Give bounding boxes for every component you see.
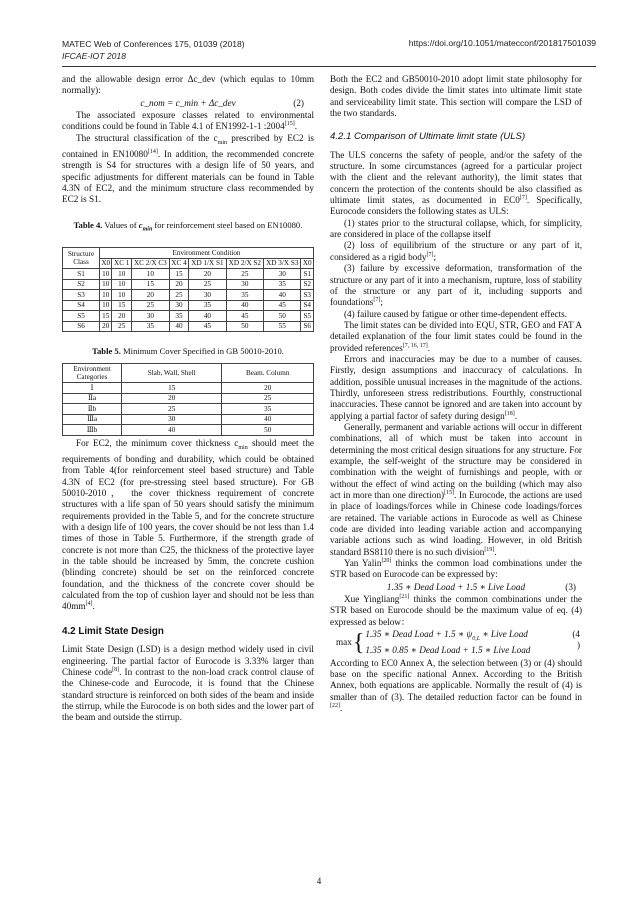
table-cell: S2 <box>63 279 100 290</box>
table-4-column-header: X0 <box>302 259 312 268</box>
header-rule <box>62 66 596 67</box>
paragraph-exposure-text: The associated exposure classes related to environmental conditions could be found in Table 4.1 of EN1992-1-1 :2004 <box>62 110 314 132</box>
paragraph-yan <box>330 558 582 581</box>
table-cell: S1 <box>301 269 314 280</box>
text-run: . Specifically, Eurocode considers the following states as ULS: <box>330 195 582 217</box>
equation-4-max: max <box>336 637 352 648</box>
text-run: (2) loss of equilibrium of the structure or any part of it, considered as a rigid body <box>330 240 582 262</box>
paragraph-limit-states <box>330 320 582 354</box>
table-cell: 30 <box>169 300 188 311</box>
table-cell: 25 <box>112 321 131 332</box>
table-5-column-header: Beam. Column <box>222 364 314 383</box>
page-number: 4 <box>316 876 322 886</box>
table-4-column-header: XD 3/X S3 <box>264 258 301 269</box>
paragraph-xue <box>330 594 582 628</box>
equation-4-cases <box>365 629 530 657</box>
equation-2 <box>62 98 314 109</box>
section-heading-4-2-1: 4.2.1 Comparison of Ultimate limit state (ULS) <box>330 131 526 143</box>
text-run: . In contrast to the non-load crack control clause of the Chinese-code and Eurocode, it is found that the Chinese standard structure is reinforced on both sides of the beam and inside the stirrup, while the Eurocode is on both sides and the lower part of the beam and outside the stirrup. <box>62 666 314 723</box>
table-cell: 30 <box>189 290 226 301</box>
equation-3 <box>330 582 582 593</box>
table-cell: 45 <box>264 300 301 311</box>
table-cell: 40 <box>122 425 222 436</box>
table-cell: 10 <box>131 269 169 280</box>
table-cell: 10 <box>100 290 112 301</box>
table-cell: S6 <box>63 321 100 332</box>
table-row <box>63 414 314 425</box>
table-4-column-header: XC 2/X C3 <box>131 258 169 269</box>
table-cell: 50 <box>264 311 301 322</box>
table-row <box>63 279 314 290</box>
list-item-2 <box>330 240 582 263</box>
paragraph-errors <box>330 354 582 422</box>
table-cell: 20 <box>100 321 112 332</box>
text-run: Generally, permanent and variable actions will occur in different combinations, all of which must be taken into account in determining the most critical design situations for any structure. For example, the self-weight of the structure may be considered in combination with the weight of furnishings and people, with or without the effect of wind acting on the building (which may also act in more than one direction) <box>330 421 582 501</box>
table-cell: 35 <box>189 300 226 311</box>
citation[interactable]: [22] <box>330 702 340 709</box>
table-cell: 20 <box>169 279 188 290</box>
table-cell: 40 <box>264 290 301 301</box>
table-cell: 30 <box>131 311 169 322</box>
table-cell: 25 <box>189 279 226 290</box>
table-cell: 15 <box>169 269 188 280</box>
table-cell: 20 <box>222 383 314 394</box>
text-run: thinks the common combinations under the STR based on Eurocode should be the maximum value of eq. (4) expressed as below： <box>330 594 582 627</box>
paragraph-ec2-cover: For EC2, the minimum cover thickness $c_{min}$ should meet the requirements of bonding and durability, which could be obtained from Table 4(for reinforcement steel based structure) and Table 4.3N of EC2 (for pre-stressing steel based structure). For GB 50010-2010， the cover thickness requirement of concrete structures with a life span of 50 years should satisfy the minimum requirements provided in the Table 5, and for the concrete structure with a design life of 100 years, the cover should be not less than 1.4 times of those in Table 5. Furthermore, if the strength grade of concrete is not more than C25, the thickness of the protective layer in the table should be increased by 5mm, the concrete cushion (blinding concrete) should be set on the reinforced concrete foundation, and the thickness of the concrete cover should be calculated from the top of cushion layer and should not be less than 40mm[4]. <box>62 437 314 612</box>
table-cell: 10 <box>100 269 112 280</box>
text-run: . <box>427 342 430 353</box>
subscript: min <box>142 226 153 233</box>
table-cell: Ⅲa <box>63 414 122 425</box>
table-row <box>63 269 314 280</box>
citation[interactable]: [7, 16, 17] <box>402 342 428 349</box>
list-item-4: (4) failure caused by fatigue or other time-dependent effects. <box>344 308 568 319</box>
paragraph-exposure: The associated exposure classes related to environmental conditions could be found in Table 4.1 of EN1992-1-1 :2004[15]. <box>62 110 314 132</box>
table-row <box>63 290 314 301</box>
table-cell: 40 <box>226 300 263 311</box>
table-5 <box>62 363 314 436</box>
text-run: The structural classification of the c <box>76 132 218 143</box>
table-cell: 55 <box>264 321 301 332</box>
equation-3-body: 1.35 ∗ Dead Load + 1.5 ∗ Live Load <box>386 581 526 592</box>
table-cell: Ⅱa <box>63 393 122 404</box>
citation[interactable]: [20] <box>381 558 392 565</box>
text-run: Limit State Design (LSD) is a design method widely used in civil engineering. The partial factor of Eurocode is 3.33% larger than Chinese code <box>62 644 314 677</box>
table-cell: 25 <box>131 300 169 311</box>
text-run: Values of <box>102 219 139 230</box>
table-4-row-header: Structure Class <box>63 248 100 269</box>
text-run: . <box>514 410 518 421</box>
table-cell: S2 <box>301 279 314 290</box>
paragraph-generally <box>330 422 582 558</box>
text-run: According to EC0 Annex A, the selection between (3) or (4) should base on the specific national Annex. According to the British Annex, both equations are applicable. Normally the result of (4) is smaller than of (3). The detailed reduction factor can be found in <box>330 657 582 702</box>
table-cell: 35 <box>169 311 188 322</box>
citation[interactable]: [15] <box>444 489 455 496</box>
equation-4-case-1 <box>365 629 530 645</box>
math-symbol: c <box>138 219 143 230</box>
table-row <box>63 300 314 311</box>
table-row <box>63 311 314 322</box>
citation[interactable]: [7] <box>519 195 527 202</box>
table-cell: S4 <box>301 300 314 311</box>
equation-2-number: (2) <box>293 97 304 108</box>
citation[interactable]: [19] <box>484 546 495 553</box>
paragraph-both-codes: Both the EC2 and GB50010-2010 adopt limit state philosophy for design. Both codes divide the limit states into ultimate limit state and serviceability limit state. This section will compare the LSD of the two standards. <box>330 74 582 119</box>
text-run: . <box>340 703 343 714</box>
table-cell: Ⅱb <box>63 404 122 415</box>
text-run: ∗ Live Load <box>480 629 528 640</box>
text-run: thinks the common load combinations under the STR based on Eurocode can be expressed by: <box>330 558 582 580</box>
table-cell: 35 <box>131 321 169 332</box>
paragraph-uls <box>330 150 582 218</box>
table-cell: 20 <box>112 311 131 322</box>
table-cell: Ⅰ <box>63 383 122 394</box>
table-cell: 35 <box>222 404 314 415</box>
subscript: min <box>238 444 248 451</box>
table-4-group-header: Environment Condition <box>100 248 314 259</box>
citation[interactable]: [18] <box>504 410 515 417</box>
table-4-column-header: XC 1 <box>112 258 131 269</box>
citation[interactable]: [8] <box>112 666 120 673</box>
text-run: For EC2, the minimum cover thickness c <box>76 437 239 448</box>
list-item-1: (1) states prior to the structural collapse, which, for simplicity, are considered in place of the collapse itself <box>330 217 582 240</box>
journal-line: MATEC Web of Conferences 175, 01039 (2018) <box>62 39 245 49</box>
citation[interactable]: [7] <box>426 251 434 258</box>
table-cell: 10 <box>100 279 112 290</box>
table-cell: 35 <box>264 279 301 290</box>
table-cell: Ⅲb <box>63 425 122 436</box>
text-run: Errors and inaccuracies may be due to a number of causes. Firstly, design assumptions and inaccuracy of calculations. In addition, possible unusual increases in the magnitude of the actions. Thirdly, unforeseen stress redistributions. Fourthly, constructional inaccuracies. These cannot be ignored and are taken into account by applying a partial factor of safety during design <box>330 353 582 421</box>
table-cell: 20 <box>189 269 226 280</box>
text-run: Minimum Cover Specified in GB 50010-2010. <box>120 346 284 357</box>
equation-4-number-open: (4 <box>572 629 580 640</box>
table-cell: 10 <box>112 290 131 301</box>
table-cell: S3 <box>63 290 100 301</box>
table-row <box>63 404 314 415</box>
citation[interactable]: [15] <box>284 121 295 128</box>
citation[interactable]: [21] <box>399 594 410 601</box>
table-row <box>63 321 314 332</box>
table-4 <box>62 247 314 332</box>
equation-4-number <box>572 629 580 651</box>
equation-4-case-2: 1.35 ∗ 0.85 ∗ Dead Load + 1.5 ∗ Live Load <box>365 645 531 656</box>
table-cell: 30 <box>226 279 263 290</box>
running-header-left <box>62 38 245 62</box>
table-cell: 30 <box>122 414 222 425</box>
table-cell: S1 <box>63 269 100 280</box>
text-run: Xue Yingliang <box>344 594 400 605</box>
text-run: should meet the requirements of bonding and durability, which could be obtained from Table 4(for reinforcement steel based structure) and Table 4.3N of EC2 (for pre-stressing steel based structure). For GB 50010-2010， the cover thickness requirement of concrete structures with a life span of 50 years should satisfy the minimum requirements provided in the Table 5, and for the concrete structure with a design life of 100 years, the cover should be not less than 1.4 times of those in Table 5. Furthermore, if the strength grade of concrete is not more than C25, the thickness of the protective layer in the table should be increased by 5mm, the concrete cushion (blinding concrete) should be set on the reinforced concrete foundation, and the thickness of the concrete cover should be calculated from the top of cushion layer and should not be less than 40mm <box>62 437 314 612</box>
table-cell: 40 <box>169 321 188 332</box>
paragraph-ec0 <box>330 658 582 715</box>
table-4-column-header: X0 <box>101 259 111 268</box>
table-cell: 35 <box>226 290 263 301</box>
paragraph-intro: and the allowable design error Δc_dev (which equlas to 10mm normally): <box>62 74 314 96</box>
text-run: The limit states can be divided into EQU, STR, GEO and FAT A detailed explanation of the four limit states could be found in the provided references <box>330 319 582 353</box>
subscript: 0,L <box>472 635 481 642</box>
table-label: Table 5. <box>92 346 121 357</box>
table-cell: 25 <box>122 404 222 415</box>
table-cell: 15 <box>112 300 131 311</box>
table-4-caption <box>62 220 314 236</box>
text-run: The ULS concerns the safety of people, and/or the safety of the structure. In some circumstances (agreed for a particular project with the client and the relevant authority), the limit states that concern the protection of the contents should be also classified as ultimate limit states, as documented in EC0 <box>330 149 582 206</box>
table-4-column-header: XC 4 <box>169 258 188 269</box>
table-cell: S6 <box>301 321 314 332</box>
table-cell: S3 <box>301 290 314 301</box>
table-4-column-header: XD 1/X S1 <box>189 258 226 269</box>
table-cell: 10 <box>112 279 131 290</box>
table-cell: 30 <box>264 269 301 280</box>
table-cell: 40 <box>189 311 226 322</box>
text-run: . In Eurocode, the actions are used in place of loadings/forces while in Chinese code loadings/forces are retained. The variable actions in Eurocode as well as Chinese code are divided into leading variable action and accompanying variable actions such as wind loading. However, in old British standard BS8110 there is no such division <box>330 490 582 557</box>
subscript: min <box>217 139 228 146</box>
table-cell: 10 <box>100 300 112 311</box>
table-cell: 20 <box>122 393 222 404</box>
citation[interactable]: [14] <box>147 148 158 155</box>
table-cell: 20 <box>131 290 169 301</box>
text-run: (3) failure by excessive deformation, transformation of the structure or any part of it into a mechanism, rupture, loss of stability of the structure or any part of it, including supports and foundations <box>330 263 582 308</box>
table-cell: 15 <box>122 383 222 394</box>
table-cell: 25 <box>226 269 263 280</box>
table-label: Table 4. <box>73 219 103 230</box>
section-heading-4-2: 4.2 Limit State Design <box>62 625 164 637</box>
table-cell: 15 <box>100 311 112 322</box>
list-item-3 <box>330 263 582 308</box>
table-row <box>63 393 314 404</box>
table-cell: 45 <box>189 321 226 332</box>
table-cell: S5 <box>63 311 100 322</box>
table-5-column-header: Slab, Wall, Shell <box>122 364 222 383</box>
equation-3-number: (3) <box>565 581 576 592</box>
table-cell: 15 <box>131 279 169 290</box>
equation-4-number-close: ) <box>576 640 580 651</box>
left-column <box>62 74 314 724</box>
table-cell: 25 <box>169 290 188 301</box>
text-run: Yan Yalin <box>344 558 382 569</box>
paragraph-lsd <box>62 644 314 723</box>
right-column <box>330 74 582 714</box>
text-run: 1.35 ∗ Dead Load + 1.5 ∗ ψ <box>365 629 473 640</box>
text-run: prescribed by EC2 is contained in EN10080 <box>62 132 314 159</box>
citation[interactable]: [4] <box>85 601 93 608</box>
table-5-column-header: Environment Categories <box>63 364 122 383</box>
table-row <box>63 383 314 394</box>
table-5-caption <box>62 346 314 357</box>
text-run: for reinforcement steel based on EN10080. <box>152 219 303 230</box>
table-cell: 50 <box>226 321 263 332</box>
table-row <box>63 425 314 436</box>
doi-link[interactable]: https://doi.org/10.1051/matecconf/201817501039 <box>408 38 596 48</box>
text-run: . In addition, the recommended concrete strength is S4 for structures with a design life of 50 years, and specific adjustments for different materials can be found in Table 4.3N of EC2, and the minimum structure class recommended by EC2 is S1. <box>62 148 314 205</box>
table-cell: 40 <box>222 414 314 425</box>
table-cell: 50 <box>222 425 314 436</box>
equation-2-body: c_nom = c_min + Δc_dev <box>140 97 236 108</box>
equation-4 <box>336 629 582 657</box>
table-cell: 25 <box>222 393 314 404</box>
conference-line: IFCAE-IOT 2018 <box>62 51 126 61</box>
table-4-column-header: XD 2/X S2 <box>226 258 263 269</box>
table-cell: 45 <box>226 311 263 322</box>
table-cell: S4 <box>63 300 100 311</box>
text-run: ; <box>433 251 437 262</box>
table-cell: S5 <box>301 311 314 322</box>
text-run: ; <box>380 297 383 308</box>
text-run: . <box>494 546 497 557</box>
table-cell: 10 <box>112 269 131 280</box>
citation[interactable]: [7] <box>373 297 381 304</box>
equation-4-brace: { <box>352 629 365 656</box>
paragraph-structural <box>62 133 314 206</box>
